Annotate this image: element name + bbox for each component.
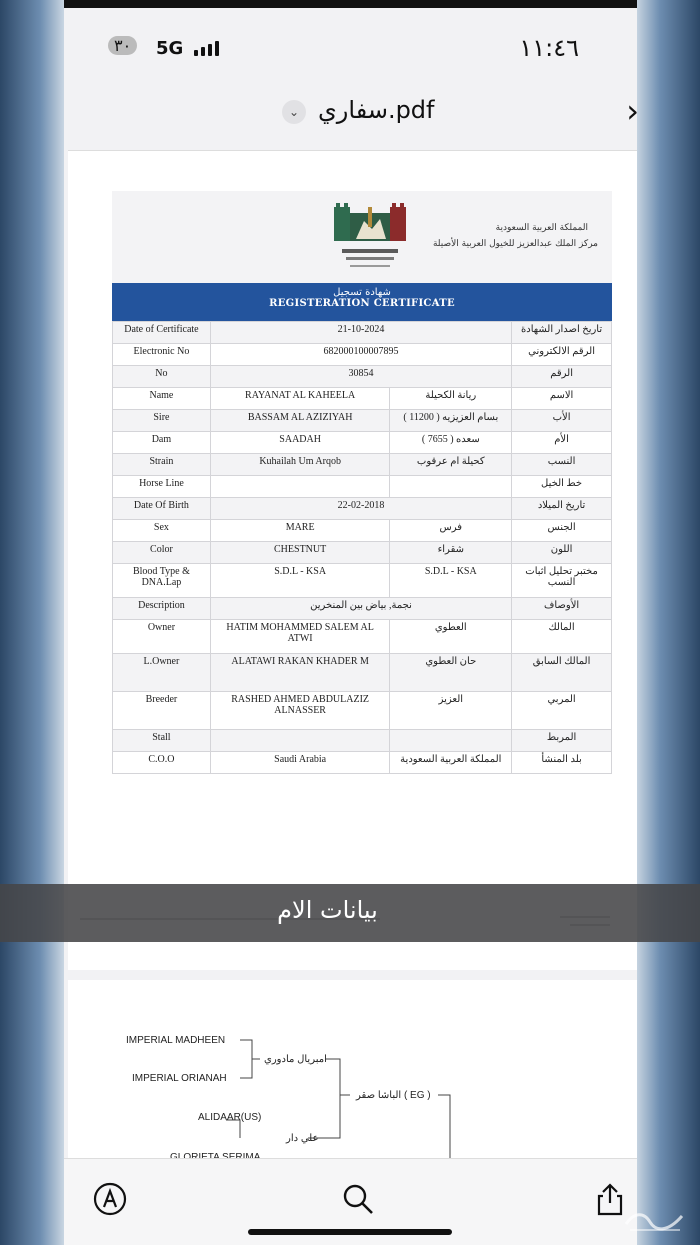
pedigree-node: امبريال مادوري (264, 1054, 327, 1065)
row-label-ar: تاريخ الميلاد (512, 498, 612, 520)
certificate-row (113, 620, 612, 654)
row-label: Description (113, 598, 211, 620)
row-value: Kuhailah Um Arqob (210, 454, 390, 476)
row-value: نجمة, بياض بين المنخرين (210, 598, 511, 620)
row-label: C.O.O (113, 752, 211, 774)
row-label: Blood Type & DNA.Lap (113, 564, 211, 598)
row-label: Breeder (113, 692, 211, 730)
safari-toolbar (64, 1158, 637, 1245)
row-label-ar: بلد المنشأ (512, 752, 612, 774)
row-label-ar: مختبر تحليل اثبات النسب (512, 564, 612, 598)
row-label-ar: تاريخ اصدار الشهادة (512, 322, 612, 344)
header-center: مركز الملك عبدالعزيز للخيول العربية الأصيلة (432, 239, 598, 249)
row-value-ar (390, 476, 512, 498)
row-value: HATIM MOHAMMED SALEM AL ATWI (210, 620, 390, 654)
row-label-ar: المربط (512, 730, 612, 752)
safari-titlebar (64, 92, 637, 134)
row-value-ar: S.D.L - KSA (390, 564, 512, 598)
certificate-row (113, 454, 612, 476)
row-value: CHESTNUT (210, 542, 390, 564)
row-value: 30854 (210, 366, 511, 388)
document-title[interactable]: سفاري.pdf (318, 96, 435, 124)
row-label: Electronic No (113, 344, 211, 366)
row-value: RAYANAT AL KAHEELA (210, 388, 390, 410)
banner-title-ar: شهادة تسجيل (333, 287, 391, 298)
certificate-header (112, 191, 612, 283)
certificate-row (113, 366, 612, 388)
row-label-ar: المالك السابق (512, 654, 612, 692)
row-value: SAADAH (210, 432, 390, 454)
row-label: Name (113, 388, 211, 410)
row-label: Dam (113, 432, 211, 454)
carrier-badge: ٣٠ (108, 36, 137, 55)
row-label-ar: الرقم الالكتروني (512, 344, 612, 366)
row-value-ar: العطوي (390, 620, 512, 654)
certificate-table (112, 321, 612, 774)
network-type: 5G (156, 38, 184, 59)
phone-screen (64, 0, 637, 1245)
row-value: S.D.L - KSA (210, 564, 390, 598)
row-label-ar: الأب (512, 410, 612, 432)
chevron-down-icon[interactable]: ⌄ (282, 100, 306, 124)
certificate-row (113, 322, 612, 344)
certificate-row (113, 388, 612, 410)
certificate-row (113, 410, 612, 432)
row-value: ALATAWI RAKAN KHADER M (210, 654, 390, 692)
row-label-ar: الرقم (512, 366, 612, 388)
row-value: BASSAM AL AZIZIYAH (210, 410, 390, 432)
banner-title-en: REGISTERATION CERTIFICATE (269, 298, 455, 309)
row-label: Strain (113, 454, 211, 476)
certificate-row (113, 692, 612, 730)
home-indicator[interactable] (248, 1229, 452, 1235)
row-label-ar: الاسم (512, 388, 612, 410)
row-value-ar: سعده ( 7655 ) (390, 432, 512, 454)
certificate-row (113, 598, 612, 620)
row-label-ar: الجنس (512, 520, 612, 542)
pdf-page-2 (68, 980, 637, 1160)
header-country: المملكة العربية السعودية (495, 223, 588, 233)
watermark-logo-icon (620, 1206, 690, 1234)
row-value-ar: العزيز (390, 692, 512, 730)
row-value: 22-02-2018 (210, 498, 511, 520)
row-value-ar (390, 730, 512, 752)
row-value: Saudi Arabia (210, 752, 390, 774)
row-label-ar: اللون (512, 542, 612, 564)
row-label-ar: المالك (512, 620, 612, 654)
row-label: No (113, 366, 211, 388)
certificate-row (113, 498, 612, 520)
row-value-ar: المملكة العربية السعودية (390, 752, 512, 774)
registration-certificate (112, 191, 612, 774)
row-value: MARE (210, 520, 390, 542)
pedigree-tree (68, 980, 637, 1160)
row-value (210, 730, 390, 752)
pedigree-node: علي دار (286, 1133, 319, 1144)
row-value-ar: شقراء (390, 542, 512, 564)
certificate-row (113, 520, 612, 542)
search-icon[interactable] (340, 1181, 376, 1217)
row-label: Owner (113, 620, 211, 654)
row-label-ar: الأم (512, 432, 612, 454)
certificate-row (113, 564, 612, 598)
certificate-row (113, 344, 612, 366)
certificate-row (113, 476, 612, 498)
row-value: 682000100007895 (210, 344, 511, 366)
row-label: Sex (113, 520, 211, 542)
row-label-ar: النسب (512, 454, 612, 476)
snap-caption-overlay (0, 884, 700, 942)
pedigree-node: ALIDAAR(US) (198, 1112, 262, 1123)
forward-chevron-icon[interactable]: › (626, 92, 639, 130)
certificate-row (113, 432, 612, 454)
row-value-ar: ريانة الكحيلة (390, 388, 512, 410)
certificate-row (113, 654, 612, 692)
row-label: Stall (113, 730, 211, 752)
row-value-ar: حان العطوي (390, 654, 512, 692)
signal-icon (194, 40, 219, 56)
markup-icon[interactable] (92, 1181, 128, 1217)
top-edge (64, 0, 637, 8)
row-value-ar: كحيلة ام عرقوب (390, 454, 512, 476)
status-bar (64, 30, 637, 66)
row-value-ar: بسام العزيزيه ( 11200 ) (390, 410, 512, 432)
row-value (210, 476, 390, 498)
pedigree-node: الباشا صقر ( EG ) (356, 1090, 431, 1101)
logo-icon (328, 199, 412, 277)
row-label: Date Of Birth (113, 498, 211, 520)
overlay-caption: بيانات الام (277, 896, 378, 924)
row-label-ar: خط الخيل (512, 476, 612, 498)
row-label: Date of Certificate (113, 322, 211, 344)
certificate-row (113, 730, 612, 752)
row-label-ar: المربي (512, 692, 612, 730)
pedigree-node: IMPERIAL MADHEEN (126, 1035, 226, 1046)
row-label: Horse Line (113, 476, 211, 498)
pedigree-node: IMPERIAL ORIANAH (132, 1073, 227, 1084)
row-value: RASHED AHMED ABDULAZIZ ALNASSER (210, 692, 390, 730)
status-time: ١١:٤٦ (519, 34, 579, 62)
certificate-banner (112, 283, 612, 321)
certificate-row (113, 752, 612, 774)
row-value: 21-10-2024 (210, 322, 511, 344)
row-label: Color (113, 542, 211, 564)
row-label: L.Owner (113, 654, 211, 692)
row-label-ar: الأوصاف (512, 598, 612, 620)
row-label: Sire (113, 410, 211, 432)
pdf-page-1 (68, 150, 637, 970)
row-value-ar: فرس (390, 520, 512, 542)
certificate-row (113, 542, 612, 564)
